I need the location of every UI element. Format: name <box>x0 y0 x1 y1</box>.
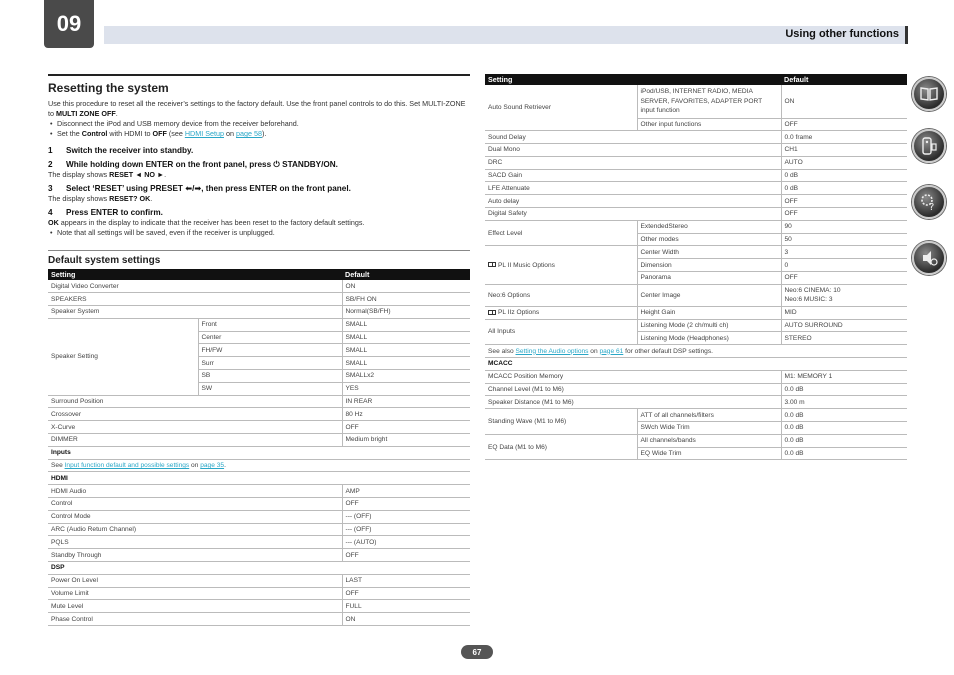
table-cell: Dual Mono <box>485 144 781 157</box>
table-cell: Center Image <box>637 284 781 306</box>
table-cell: Normal(SB/FH) <box>342 306 470 319</box>
table-cell: All Inputs <box>485 319 637 345</box>
table-cell: DRC <box>485 156 781 169</box>
step-4: 4 Press ENTER to confirm. <box>48 208 163 217</box>
page-61-link[interactable]: page 61 <box>599 347 624 355</box>
table-cell: ON <box>781 85 907 118</box>
table-cell: ON <box>342 280 470 293</box>
table-cell: Other modes <box>637 233 781 246</box>
table-cell: LAST <box>342 574 470 587</box>
table-cell: ATT of all channels/filters <box>637 409 781 422</box>
table-cell: OFF <box>342 421 470 434</box>
dolby-icon <box>488 310 496 315</box>
defaults-table <box>48 269 470 626</box>
table-cell: Power On Level <box>48 574 342 587</box>
table-cell: OFF <box>781 272 907 285</box>
step-2-note: The display shows RESET ◄ NO ►. <box>48 170 167 179</box>
table-cell: PQLS <box>48 536 342 549</box>
table-cell: Volume Limit <box>48 587 342 600</box>
table-row <box>485 370 907 383</box>
table-row <box>48 587 470 600</box>
left-column <box>48 74 470 626</box>
table-cell: SW <box>198 382 342 395</box>
header-title: Using other functions <box>785 28 899 40</box>
table-row <box>48 510 470 523</box>
table-row <box>48 421 470 434</box>
table-cell: AUTO SURROUND <box>781 319 907 332</box>
table-cell: OFF <box>781 118 907 131</box>
table-cell: Crossover <box>48 408 342 421</box>
table-row <box>48 498 470 511</box>
table-row <box>48 459 470 472</box>
table-cell: OFF <box>781 195 907 208</box>
table-cell: Center Width <box>637 246 781 259</box>
table-cell: STEREO <box>781 332 907 345</box>
group-mcacc <box>485 358 907 371</box>
table-cell: ExtendedStereo <box>637 220 781 233</box>
table-cell: AUTO <box>781 156 907 169</box>
table-row <box>485 144 907 157</box>
table-cell: Effect Level <box>485 220 637 246</box>
table-row <box>48 485 470 498</box>
table-cell: YES <box>342 382 470 395</box>
table-row <box>485 396 907 409</box>
reset-intro: Use this procedure to reset all the receiver’s settings to the factory default. Use the front panel controls to do this. Set MULTI-ZONE to MULTI ZONE OFF. <box>48 99 466 118</box>
table-cell: OFF <box>342 549 470 562</box>
table-row <box>485 246 907 259</box>
page-58-link[interactable]: page 58 <box>236 129 262 138</box>
table-cell: 0 <box>781 259 907 272</box>
table-row <box>48 280 470 293</box>
table-cell: Listening Mode (2 ch/multi ch) <box>637 319 781 332</box>
table-cell: Center <box>198 331 342 344</box>
table-cell: 80 Hz <box>342 408 470 421</box>
table-cell: Speaker Setting <box>48 318 198 395</box>
table-row <box>485 434 907 447</box>
table-row <box>485 182 907 195</box>
table-cell: IN REAR <box>342 395 470 408</box>
table-row <box>485 156 907 169</box>
table-row <box>485 169 907 182</box>
table-cell: MCACC Position Memory <box>485 370 781 383</box>
col-setting-right: Setting <box>485 74 781 85</box>
input-function-link[interactable]: Input function default and possible settings <box>64 462 190 470</box>
table-cell: Surround Position <box>48 395 342 408</box>
table-row <box>485 383 907 396</box>
table-cell: OFF <box>342 498 470 511</box>
table-cell: DIMMER <box>48 434 342 447</box>
table-cell: All channels/bands <box>637 434 781 447</box>
table-row <box>485 208 907 221</box>
table-cell: Control Mode <box>48 510 342 523</box>
table-cell: MID <box>781 306 907 319</box>
table-cell: Channel Level (M1 to M6) <box>485 383 781 396</box>
table-cell: 50 <box>781 233 907 246</box>
book-icon[interactable] <box>912 77 946 111</box>
table-cell: Mute Level <box>48 600 342 613</box>
table-row <box>48 523 470 536</box>
table-cell: EQ Data (M1 to M6) <box>485 434 637 460</box>
table-cell: Other input functions <box>637 118 781 131</box>
table-row <box>485 345 907 358</box>
table-cell: X-Curve <box>48 421 342 434</box>
dolby-icon <box>488 262 496 267</box>
table-cell: M1: MEMORY 1 <box>781 370 907 383</box>
table-row <box>48 408 470 421</box>
table-row <box>485 306 907 319</box>
table-row <box>48 549 470 562</box>
header-bar <box>104 26 908 44</box>
right-column <box>485 74 907 460</box>
col-setting: Setting <box>48 269 342 280</box>
table-cell: Auto delay <box>485 195 781 208</box>
table-cell: MCACC <box>485 358 907 371</box>
table-cell: Neo:6 Options <box>485 284 637 306</box>
table-cell: 90 <box>781 220 907 233</box>
svg-text:?: ? <box>929 202 935 212</box>
dsp-defaults-table <box>485 74 907 460</box>
table-cell: HDMI <box>48 472 470 485</box>
table-cell: 0 dB <box>781 182 907 195</box>
reset-title: Resetting the system <box>48 74 470 95</box>
table-cell: SB/FH ON <box>342 293 470 306</box>
remote-icon[interactable] <box>912 129 946 163</box>
step-3: 3 Select ‘RESET’ using PRESET ⬅/➡, then press ENTER on the front panel. <box>48 184 351 193</box>
table-row <box>485 195 907 208</box>
page-number: 67 <box>461 645 493 659</box>
table-cell: 0.0 dB <box>781 383 907 396</box>
step-3-note: The display shows RESET? OK. <box>48 194 153 203</box>
table-row <box>48 574 470 587</box>
table-row <box>485 284 907 306</box>
table-cell: ARC (Audio Return Channel) <box>48 523 342 536</box>
table-row <box>485 85 907 118</box>
table-cell: 0.0 frame <box>781 131 907 144</box>
table-cell: iPod/USB, INTERNET RADIO, MEDIA SERVER, FAVORITES, ADAPTER PORT input function <box>637 85 781 118</box>
table-cell: Front <box>198 318 342 331</box>
table-cell: --- (AUTO) <box>342 536 470 549</box>
table-cell: 0.0 dB <box>781 422 907 435</box>
group-dsp <box>48 562 470 575</box>
step-1: 1 Switch the receiver into standby. <box>48 146 194 155</box>
table-cell: HDMI Audio <box>48 485 342 498</box>
table-cell: Listening Mode (Headphones) <box>637 332 781 345</box>
table-cell: EQ Wide Trim <box>637 447 781 460</box>
table-row <box>48 293 470 306</box>
defaults-title: Default system settings <box>48 250 470 266</box>
table-row <box>48 434 470 447</box>
table-cell: Surr <box>198 357 342 370</box>
reset-bullet-2: • Set the Control with HDMI to OFF (see HDMI Setup on page 58). <box>48 129 470 139</box>
table-cell: SMALLx2 <box>342 370 470 383</box>
table-cell: SWch Wide Trim <box>637 422 781 435</box>
reset-bullet-1: • Disconnect the iPod and USB memory device from the receiver beforehand. <box>48 119 470 129</box>
col-default-right: Default <box>781 74 907 85</box>
hdmi-setup-link[interactable]: HDMI Setup <box>184 129 224 138</box>
table-cell: SMALL <box>342 357 470 370</box>
group-hdmi <box>48 472 470 485</box>
page-35-link[interactable]: page 35 <box>200 462 225 470</box>
table-cell: SPEAKERS <box>48 293 342 306</box>
table-row <box>485 319 907 332</box>
table-cell: SMALL <box>342 331 470 344</box>
table-cell: Control <box>48 498 342 511</box>
table-row <box>48 306 470 319</box>
step-4-note: OK appears in the display to indicate that the receiver has been reset to the factory default settings. <box>48 218 365 227</box>
group-inputs <box>48 446 470 459</box>
table-cell: PL IIz Options <box>485 306 637 319</box>
table-cell: Height Gain <box>637 306 781 319</box>
table-row <box>485 131 907 144</box>
table-cell: Auto Sound Retriever <box>485 85 637 131</box>
table-cell: Neo:6 CINEMA: 10 Neo:6 MUSIC: 3 <box>781 284 907 306</box>
table-cell: Phase Control <box>48 613 342 626</box>
chapter-tab: 09 <box>44 0 94 48</box>
table-cell: Digital Safety <box>485 208 781 221</box>
settings-question-icon[interactable] <box>912 185 946 219</box>
table-row <box>48 395 470 408</box>
table-cell: Inputs <box>48 446 470 459</box>
table-cell: ON <box>342 613 470 626</box>
table-cell: OFF <box>781 208 907 221</box>
table-row <box>48 318 470 331</box>
table-cell: OFF <box>342 587 470 600</box>
table-cell: Digital Video Converter <box>48 280 342 293</box>
table-cell: 0 dB <box>781 169 907 182</box>
table-cell: 0.0 dB <box>781 434 907 447</box>
table-row <box>485 220 907 233</box>
step-2: 2 While holding down ENTER on the front panel, press ⏻ STANDBY/ON. <box>48 160 338 169</box>
table-cell: See Input function default and possible settings on page 35. <box>48 459 470 472</box>
table-cell: SMALL <box>342 318 470 331</box>
table-cell: 3 <box>781 246 907 259</box>
table-cell: Panorama <box>637 272 781 285</box>
table-cell: Sound Delay <box>485 131 781 144</box>
table-cell: SB <box>198 370 342 383</box>
table-cell: AMP <box>342 485 470 498</box>
table-cell: 3.00 m <box>781 396 907 409</box>
table-cell: Standby Through <box>48 549 342 562</box>
table-cell: --- (OFF) <box>342 523 470 536</box>
table-cell: FH/FW <box>198 344 342 357</box>
table-cell: Dimension <box>637 259 781 272</box>
table-cell: See also Setting the Audio options on page 61 for other default DSP settings. <box>485 345 907 358</box>
speaker-icon[interactable] <box>912 241 946 275</box>
table-cell: Speaker Distance (M1 to M6) <box>485 396 781 409</box>
table-cell: DSP <box>48 562 470 575</box>
reset-bullet-3: • Note that all settings will be saved, even if the receiver is unplugged. <box>48 228 470 238</box>
table-cell: 0.0 dB <box>781 447 907 460</box>
table-cell: FULL <box>342 600 470 613</box>
table-row <box>48 536 470 549</box>
table-row <box>48 600 470 613</box>
table-cell: Medium bright <box>342 434 470 447</box>
audio-options-link[interactable]: Setting the Audio options <box>515 347 589 355</box>
col-default: Default <box>342 269 470 280</box>
table-cell: Standing Wave (M1 to M6) <box>485 409 637 435</box>
table-row <box>48 613 470 626</box>
table-cell: 0.0 dB <box>781 409 907 422</box>
table-cell: LFE Attenuate <box>485 182 781 195</box>
table-cell: PL II Music Options <box>485 246 637 284</box>
table-cell: SMALL <box>342 344 470 357</box>
table-cell: CH1 <box>781 144 907 157</box>
table-cell: Speaker System <box>48 306 342 319</box>
table-row <box>485 409 907 422</box>
table-cell: --- (OFF) <box>342 510 470 523</box>
table-cell: SACD Gain <box>485 169 781 182</box>
